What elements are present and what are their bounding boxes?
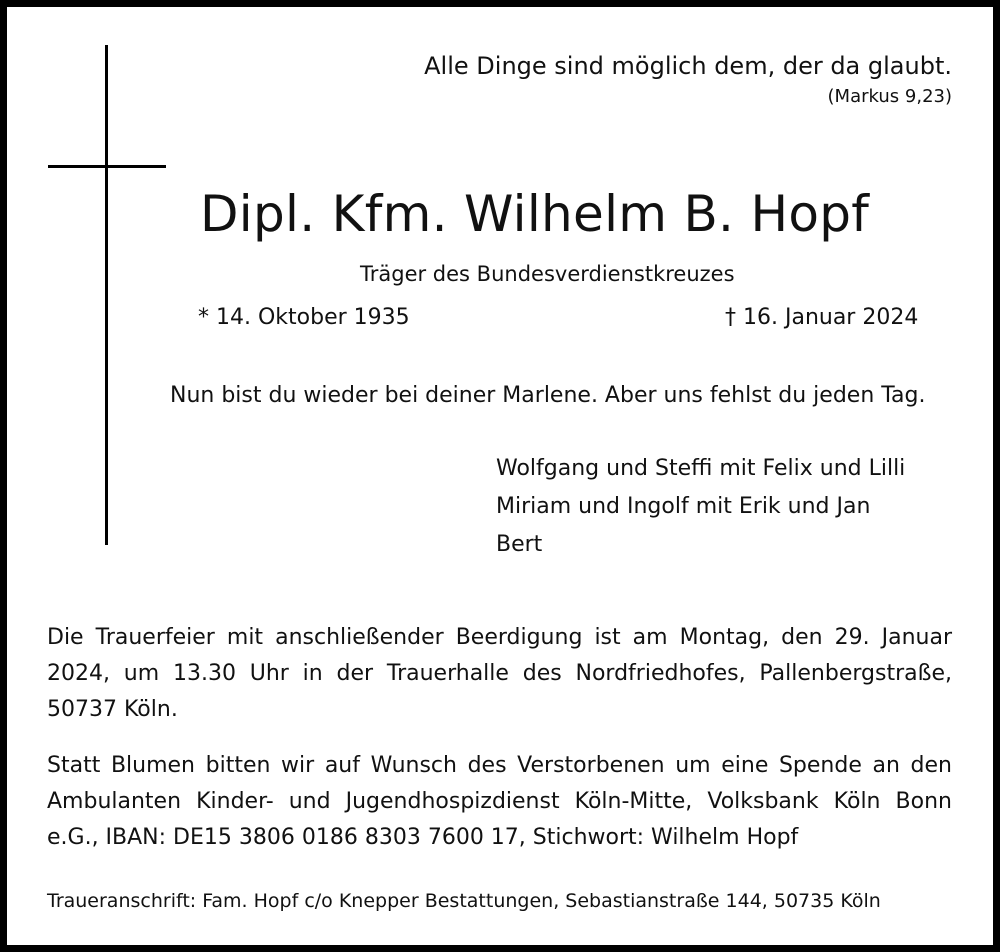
mourning-address: Traueranschrift: Fam. Hopf c/o Knepper Bestattungen, Sebastianstraße 144, 50735 Köln — [47, 890, 881, 912]
bible-verse-reference: (Markus 9,23) — [827, 86, 952, 107]
funeral-info-paragraph: Die Trauerfeier mit anschließender Beerdigung ist am Montag, den 29. Januar 2024, um 13.30 Uhr in der Trauerhalle des Nordfriedhofes, Pallenbergstraße, 50737 Köln. — [47, 625, 952, 722]
birth-date: * 14. Oktober 1935 — [198, 305, 410, 330]
family-member-line: Miriam und Ingolf mit Erik und Jan — [496, 494, 871, 519]
cross-horizontal-bar — [48, 165, 166, 168]
family-member-line: Bert — [496, 532, 543, 557]
cross-vertical-bar — [105, 45, 108, 545]
deceased-honor: Träger des Bundesverdienstkreuzes — [360, 262, 735, 286]
death-date: † 16. Januar 2024 — [725, 305, 919, 330]
bible-verse: Alle Dinge sind möglich dem, der da glaubt. — [424, 52, 952, 80]
family-list — [496, 450, 905, 564]
deceased-name: Dipl. Kfm. Wilhelm B. Hopf — [200, 185, 870, 243]
donation-info-paragraph: Statt Blumen bitten wir auf Wunsch des Verstorbenen um eine Spende an den Ambulanten Kinder- und Jugendhospizdienst Köln-Mitte, Volksbank Köln Bonn e.G., IBAN: DE15 3806 0186 8303 7600 17, Stichwort: Wilhelm Hopf — [47, 753, 952, 850]
family-member-line: Wolfgang und Steffi mit Felix und Lilli — [496, 456, 906, 481]
farewell-message: Nun bist du wieder bei deiner Marlene. Aber uns fehlst du jeden Tag. — [170, 383, 926, 408]
